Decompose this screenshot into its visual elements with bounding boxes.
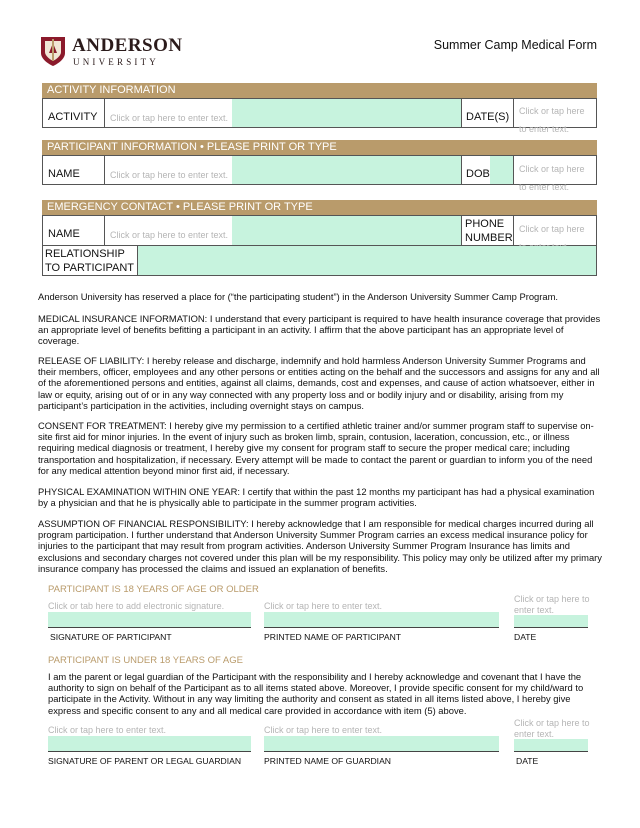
minor-printed-field[interactable] (264, 736, 499, 751)
intro-paragraph: Anderson University has reserved a place for (“the participating student”) in the Anderson University Summer Camp Program. (38, 291, 559, 302)
adult-printed-field[interactable] (264, 612, 499, 627)
participant-name-placeholder: Click or tap here to enter text. (110, 170, 229, 180)
minor-heading: PARTICIPANT IS UNDER 18 YEARS OF AGE (48, 655, 243, 666)
minor-date-label: DATE (516, 756, 539, 766)
activity-input[interactable] (104, 99, 232, 127)
phone-label: PHONE NUMBER (465, 218, 513, 244)
minor-consent-paragraph: I am the parent or legal guardian of the Participant with the responsibility and I hereby acknowledge and covenant that I have the authority to sign on behalf of the Participant as to all items stated above. Moreover, I provide specific consent for my child/ward to participate in the Activity. Without in any way limiting the authority and consent as stated in all items listed above, I hereby give express and specific consent to any and all medical care provided in accordance with item (5) above. (48, 671, 584, 716)
activity-label: ACTIVITY (48, 111, 98, 123)
activity-input-fill[interactable] (232, 99, 461, 127)
dob-placeholder: Click or tap here to enter text. (519, 164, 585, 192)
dob-label: DOB (466, 168, 490, 180)
adult-printed-placeholder: Click or tap here to enter text. (264, 601, 383, 611)
participant-name-input[interactable] (104, 156, 232, 184)
emergency-name-fill[interactable] (232, 216, 461, 245)
financial-paragraph: ASSUMPTION OF FINANCIAL RESPONSIBILITY: I hereby acknowledge that I am responsible for medical charges incurred during all program participation. I further understand that Anderson University Summer Program carries an excess medical insurance policy for injuries to the participant that may result from program activities. Anderson University Summer Program Insurance has limits and exclusions and secondary charges not covered under this plan will be my responsibility. This policy may only be utilized after my primary insurance company has processed the claims and issued an explanation of benefits. (38, 518, 602, 574)
adult-heading: PARTICIPANT IS 18 YEARS OF AGE OR OLDER (48, 584, 259, 595)
adult-date-line (514, 627, 588, 628)
relationship-label: RELATIONSHIP TO PARTICIPANT (45, 248, 135, 274)
dates-placeholder: Click or tap here to enter text. (519, 106, 585, 134)
dates-label: DATE(S) (466, 111, 510, 123)
minor-printed-placeholder: Click or tap here to enter text. (264, 725, 383, 735)
participant-name-label: NAME (48, 168, 80, 180)
adult-printed-label: PRINTED NAME OF PARTICIPANT (264, 632, 402, 642)
minor-printed-label: PRINTED NAME OF GUARDIAN (264, 756, 392, 766)
minor-date-placeholder: Click or tap here to enter text. (514, 718, 590, 739)
minor-signature-label: SIGNATURE OF PARENT OR LEGAL GUARDIAN (48, 756, 242, 766)
activity-row (42, 98, 597, 134)
emergency-name-input[interactable] (104, 216, 232, 245)
phone-input[interactable] (513, 216, 596, 245)
activity-placeholder: Click or tap here to enter text. (110, 113, 229, 123)
emergency-name-label: NAME (48, 228, 80, 240)
adult-date-field[interactable] (514, 615, 588, 627)
exam-paragraph: PHYSICAL EXAMINATION WITHIN ONE YEAR: I certify that within the past 12 months my participant has had a physical examination by a physician and that he is physically able to participate in the summer program activities. (38, 486, 595, 509)
adult-signature-line (48, 627, 251, 628)
minor-signature-line (48, 751, 251, 752)
anderson-logo (40, 35, 183, 69)
adult-date-placeholder: Click or tap here to enter text. (514, 594, 590, 615)
emergency-name-placeholder: Click or tap here to enter text. (110, 230, 229, 240)
adult-date-label: DATE (514, 632, 537, 642)
logo-subtitle: UNIVERSITY (73, 57, 159, 67)
dob-fill[interactable] (490, 156, 513, 184)
emergency-section-header: EMERGENCY CONTACT • PLEASE PRINT OR TYPE (42, 200, 597, 215)
activity-section-header: ACTIVITY INFORMATION (42, 83, 597, 98)
minor-date-line (514, 751, 588, 752)
form-title: Summer Camp Medical Form (433, 38, 597, 52)
minor-signature-field[interactable] (48, 736, 251, 751)
minor-printed-line (264, 751, 499, 752)
liability-paragraph: RELEASE OF LIABILITY: I hereby release and discharge, indemnify and hold harmless Anderson University Summer Programs and their members, officer, employees and any other persons or entities acting on the behalf and the successors and assigns for any and all of the aforementioned persons and entities, against all claims, demands, cost and expenses, and cause of action whatsoever, either in law or equity, arising out of or in any way connected with any property loss and or bodily injury and or disability, arising from my participant’s participation in the activities, including overnight stays on campus. (38, 355, 600, 411)
adult-signature-field[interactable] (48, 612, 251, 627)
anderson-shield-icon (40, 35, 66, 67)
adult-signature-placeholder: Click or tab here to add electronic signature. (48, 601, 225, 611)
minor-date-field[interactable] (514, 739, 588, 751)
relationship-input[interactable] (137, 246, 596, 275)
participant-section-header: PARTICIPANT INFORMATION • PLEASE PRINT OR TYPE (42, 140, 597, 155)
participant-row (42, 155, 597, 192)
dates-input[interactable] (513, 99, 596, 134)
emergency-table (42, 215, 597, 276)
insurance-paragraph: MEDICAL INSURANCE INFORMATION: I understand that every participant is required to have health insurance coverage that provides an appropriate level of benefits befitting a participant in an activity. I affirm that the above participant has an appropriate level of coverage. (38, 313, 601, 347)
dob-input[interactable] (513, 156, 596, 192)
adult-printed-line (264, 627, 499, 628)
treatment-paragraph: CONSENT FOR TREATMENT: I hereby give my permission to a certified athletic trainer and/or summer program staff to supervise on-site first aid for minor injuries. In the event of injury such as broken limb, sprain, contusion, laceration, concussion, etc., or illness requiring medical diagnosis or treatment, I hereby give my consent for program staff to secure the proper medical care; including transportation and hospitalization, if necessary. Every attempt will be made to contact the parent or guardian to inform you of the need for any medical attention beyond minor first aid, if necessary. (38, 420, 594, 476)
phone-placeholder: Click or tap here (519, 224, 585, 234)
minor-signature-placeholder: Click or tap here to enter text. (48, 725, 167, 735)
adult-signature-label: SIGNATURE OF PARTICIPANT (50, 632, 172, 642)
logo-wordmark: ANDERSON (72, 35, 183, 56)
participant-name-fill[interactable] (232, 156, 461, 184)
